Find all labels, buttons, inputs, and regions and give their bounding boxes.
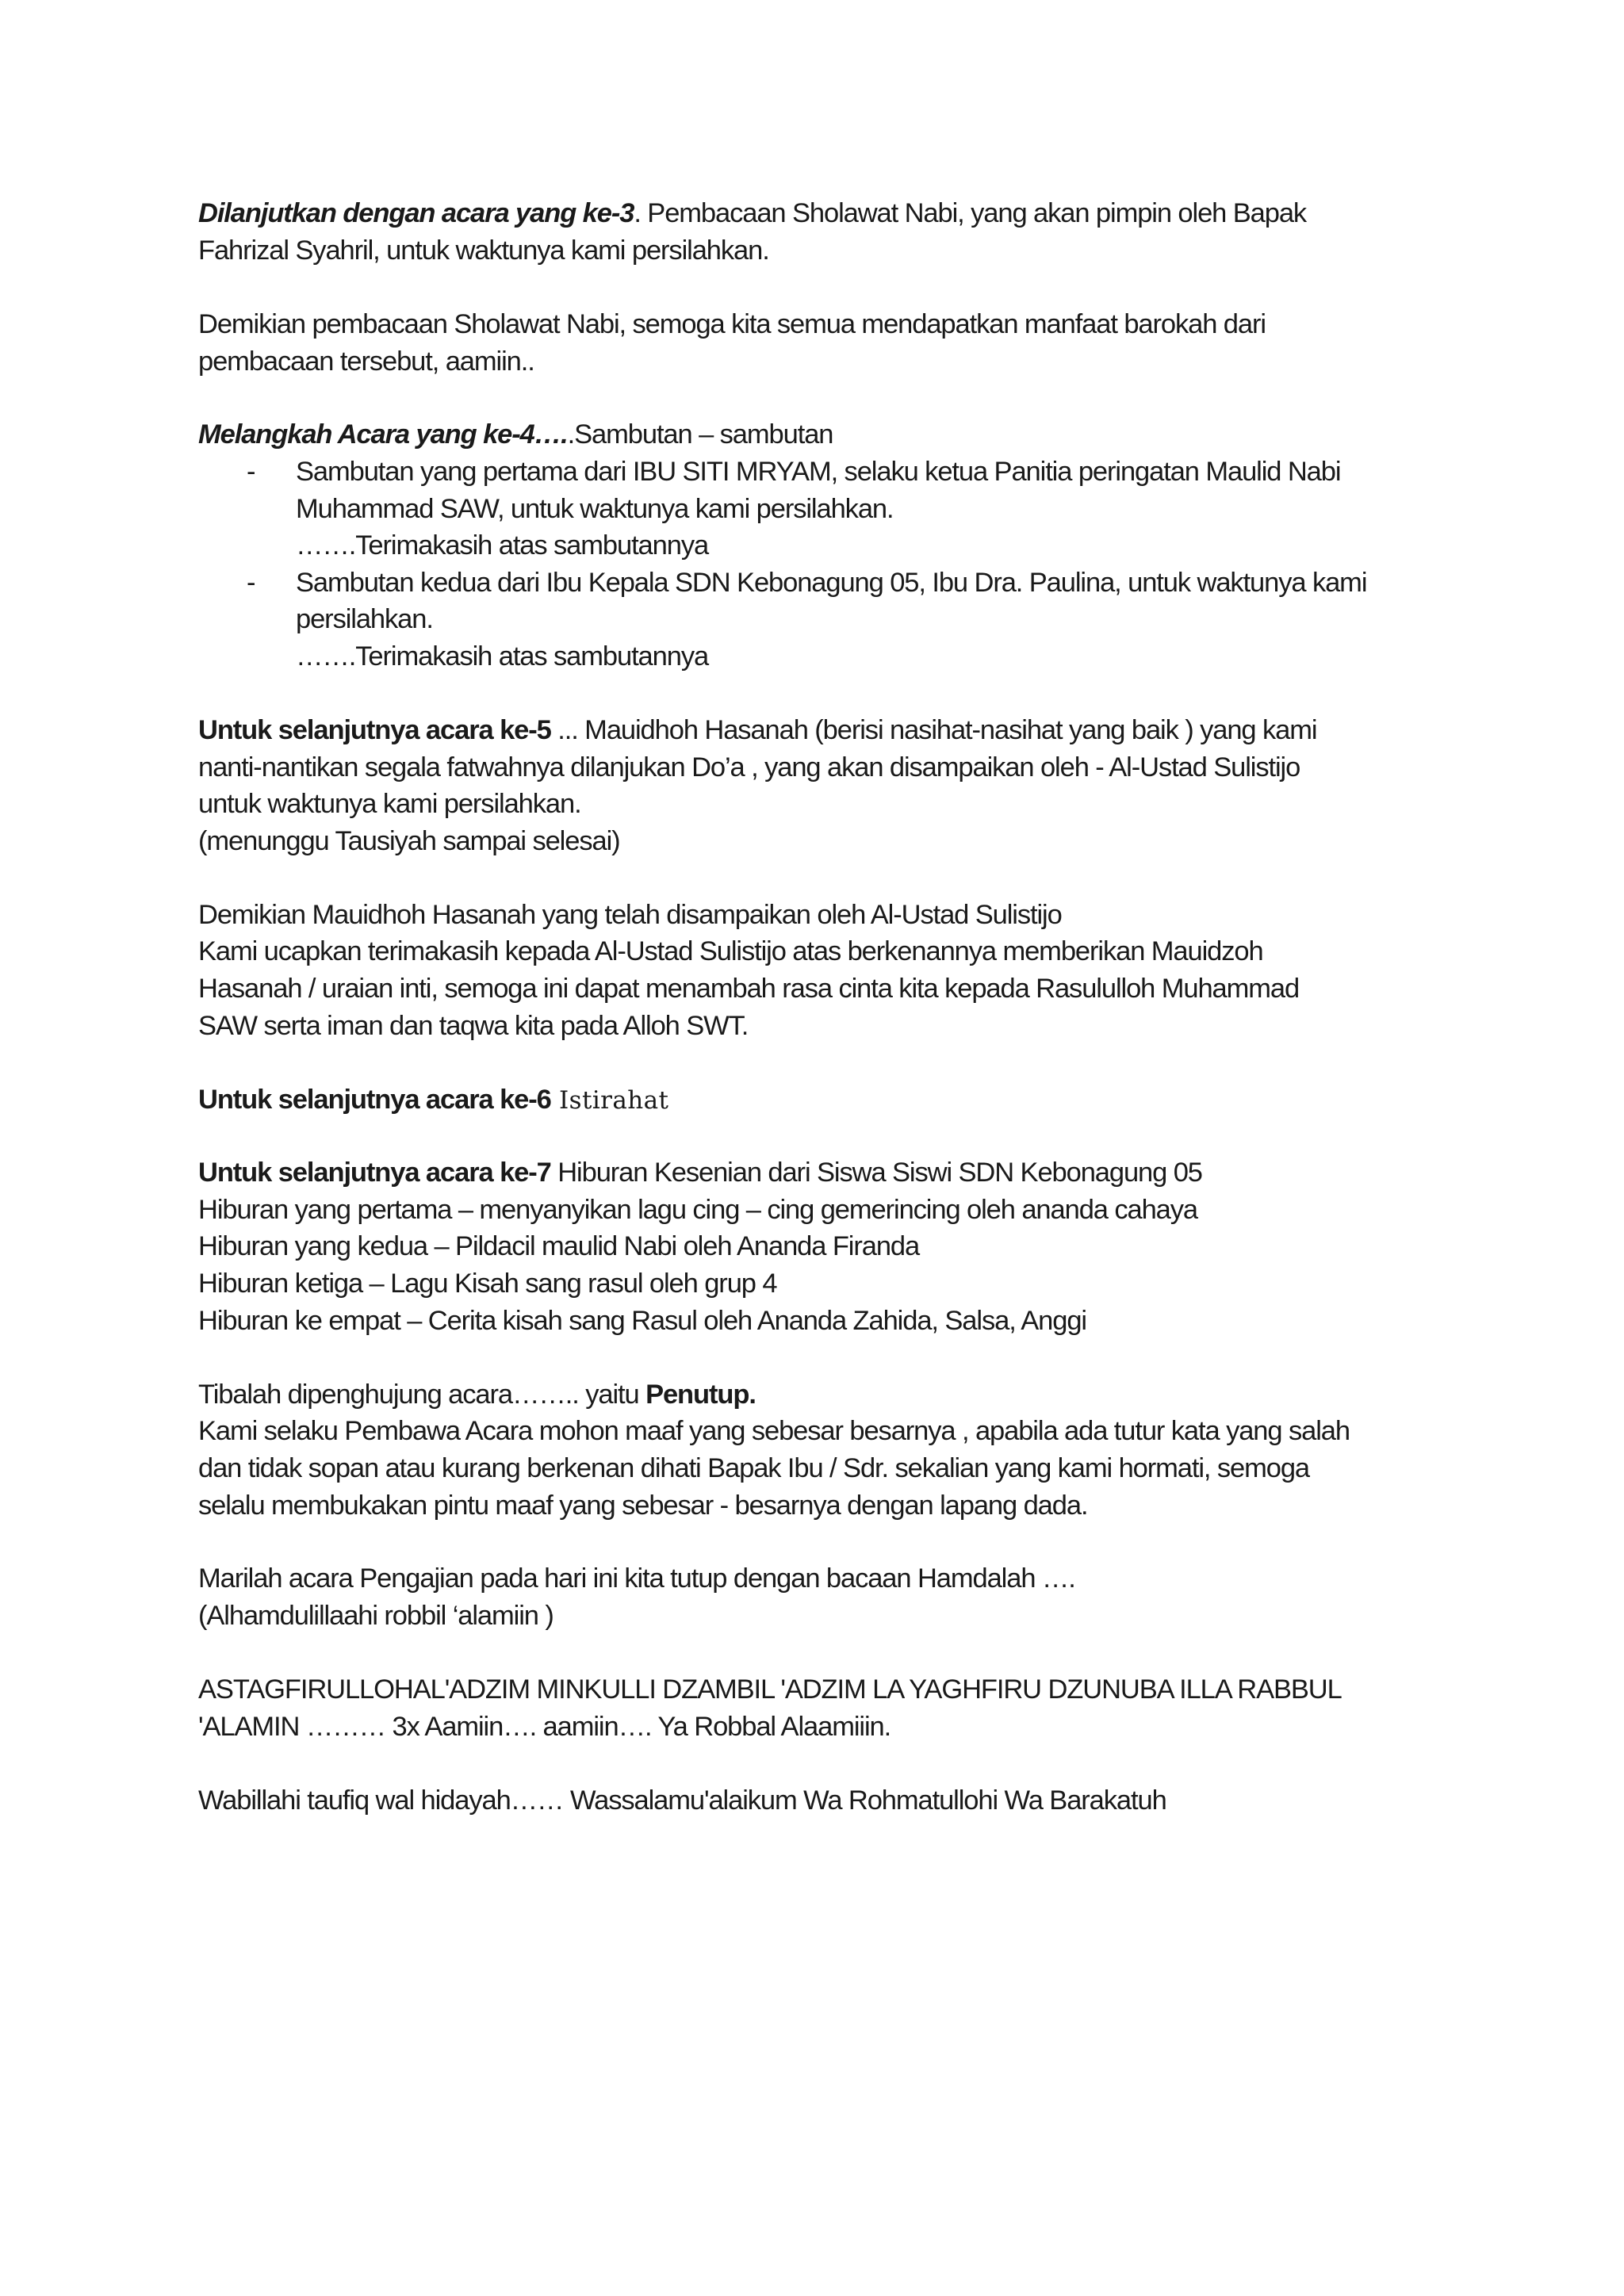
paragraph-9-line-2: (Alhamdulillaahi robbil ‘alamiin ) — [198, 1601, 553, 1631]
hiburan-4: Hiburan ke empat – Cerita kisah sang Rasul oleh Ananda Zahida, Salsa, Anggi — [198, 1306, 1086, 1336]
paragraph-1-line-1 — [198, 195, 1499, 232]
list-bullet-2: - — [247, 568, 256, 598]
paragraph-5-line-3: Hasanah / uraian inti, semoga ini dapat menambah rasa cinta kita kepada Rasululloh Muhammad — [198, 974, 1300, 1004]
sambutan-1-line-3: …….Terimakasih atas sambutannya — [296, 530, 709, 561]
sambutan-2-line-1: Sambutan kedua dari Ibu Kepala SDN Kebonagung 05, Ibu Dra. Paulina, untuk waktunya kami — [296, 568, 1367, 598]
paragraph-8-line-4: selalu membukakan pintu maaf yang sebesar - besarnya dengan lapang dada. — [198, 1490, 1088, 1521]
penutup-lead: Tibalah dipenghujung acara…….. yaitu — [198, 1380, 646, 1410]
acara-6-text: Istirahat — [550, 1086, 669, 1115]
acara-3-heading: Dilanjutkan dengan acara yang ke-3 — [198, 198, 634, 228]
paragraph-4-line-1 — [198, 712, 1499, 748]
sambutan-2-line-3: …….Terimakasih atas sambutannya — [296, 641, 709, 672]
sambutan-2-line-2: persilahkan. — [296, 604, 433, 634]
paragraph-3-line-1 — [198, 416, 1499, 453]
paragraph-9-line-1: Marilah acara Pengajian pada hari ini kita tutup dengan bacaan Hamdalah …. — [198, 1563, 1075, 1594]
acara-4-text: .Sambutan – sambutan — [567, 419, 833, 450]
list-bullet-1: - — [247, 457, 256, 487]
paragraph-10-line-1: ASTAGFIRULLOHAL'ADZIM MINKULLI DZAMBIL 'ADZIM LA YAGHFIRU DZUNUBA ILLA RABBUL — [198, 1674, 1342, 1705]
acara-7-heading: Untuk selanjutnya acara ke-7 — [198, 1158, 551, 1188]
paragraph-5-line-2: Kami ucapkan terimakasih kepada Al-Ustad Sulistijo atas berkenannya memberikan Mauidzoh — [198, 936, 1263, 966]
acara-5-text: ... Mauidhoh Hasanah (berisi nasihat-nasihat yang baik ) yang kami — [550, 715, 1317, 745]
acara-3-text: . Pembacaan Sholawat Nabi, yang akan pimpin oleh Bapak — [634, 198, 1307, 228]
acara-5-heading: Untuk selanjutnya acara ke-5 — [198, 715, 551, 745]
paragraph-6-line-1 — [198, 1081, 1499, 1119]
paragraph-2-line-2: pembacaan tersebut, aamiin.. — [198, 346, 534, 377]
hiburan-1: Hiburan yang pertama – menyanyikan lagu cing – cing gemerincing oleh ananda cahaya — [198, 1195, 1198, 1225]
paragraph-8-line-1 — [198, 1376, 1499, 1413]
acara-4-heading: Melangkah Acara yang ke-4…. — [198, 419, 568, 450]
paragraph-10-line-2: 'ALAMIN ……… 3x Aamiin…. aamiin…. Ya Robbal Alaamiiin. — [198, 1712, 891, 1742]
paragraph-2-line-1: Demikian pembacaan Sholawat Nabi, semoga kita semua mendapatkan manfaat barokah dari — [198, 309, 1266, 339]
paragraph-4-line-2: nanti-nantikan segala fatwahnya dilanjukan Do’a , yang akan disampaikan oleh - Al-Ustad Sulistijo — [198, 752, 1300, 783]
sambutan-1-line-2: Muhammad SAW, untuk waktunya kami persilahkan. — [296, 494, 894, 524]
penutup-heading: Penutup. — [645, 1380, 756, 1410]
acara-6-heading: Untuk selanjutnya acara ke-6 — [198, 1085, 551, 1115]
paragraph-1-line-2: Fahrizal Syahril, untuk waktunya kami persilahkan. — [198, 235, 769, 266]
paragraph-5-line-1: Demikian Mauidhoh Hasanah yang telah disampaikan oleh Al-Ustad Sulistijo — [198, 900, 1062, 930]
hiburan-2: Hiburan yang kedua – Pildacil maulid Nabi oleh Ananda Firanda — [198, 1231, 920, 1261]
paragraph-8-line-2: Kami selaku Pembawa Acara mohon maaf yang sebesar besarnya , apabila ada tutur kata yang salah — [198, 1416, 1350, 1446]
paragraph-7-line-1 — [198, 1154, 1499, 1191]
paragraph-8-line-3: dan tidak sopan atau kurang berkenan dihati Bapak Ibu / Sdr. sekalian yang kami hormati, semoga — [198, 1453, 1310, 1483]
paragraph-4-line-3: untuk waktunya kami persilahkan. — [198, 789, 581, 819]
paragraph-4-line-4: (menunggu Tausiyah sampai selesai) — [198, 826, 620, 856]
sambutan-1-line-1: Sambutan yang pertama dari IBU SITI MRYAM, selaku ketua Panitia peringatan Maulid Nabi — [296, 457, 1341, 487]
hiburan-3: Hiburan ketiga – Lagu Kisah sang rasul oleh grup 4 — [198, 1269, 777, 1299]
acara-7-text: Hiburan Kesenian dari Siswa Siswi SDN Kebonagung 05 — [550, 1158, 1202, 1188]
paragraph-5-line-4: SAW serta iman dan taqwa kita pada Alloh SWT. — [198, 1011, 749, 1041]
closing-salam: Wabillahi taufiq wal hidayah…… Wassalamu'alaikum Wa Rohmatullohi Wa Barakatuh — [198, 1785, 1166, 1816]
